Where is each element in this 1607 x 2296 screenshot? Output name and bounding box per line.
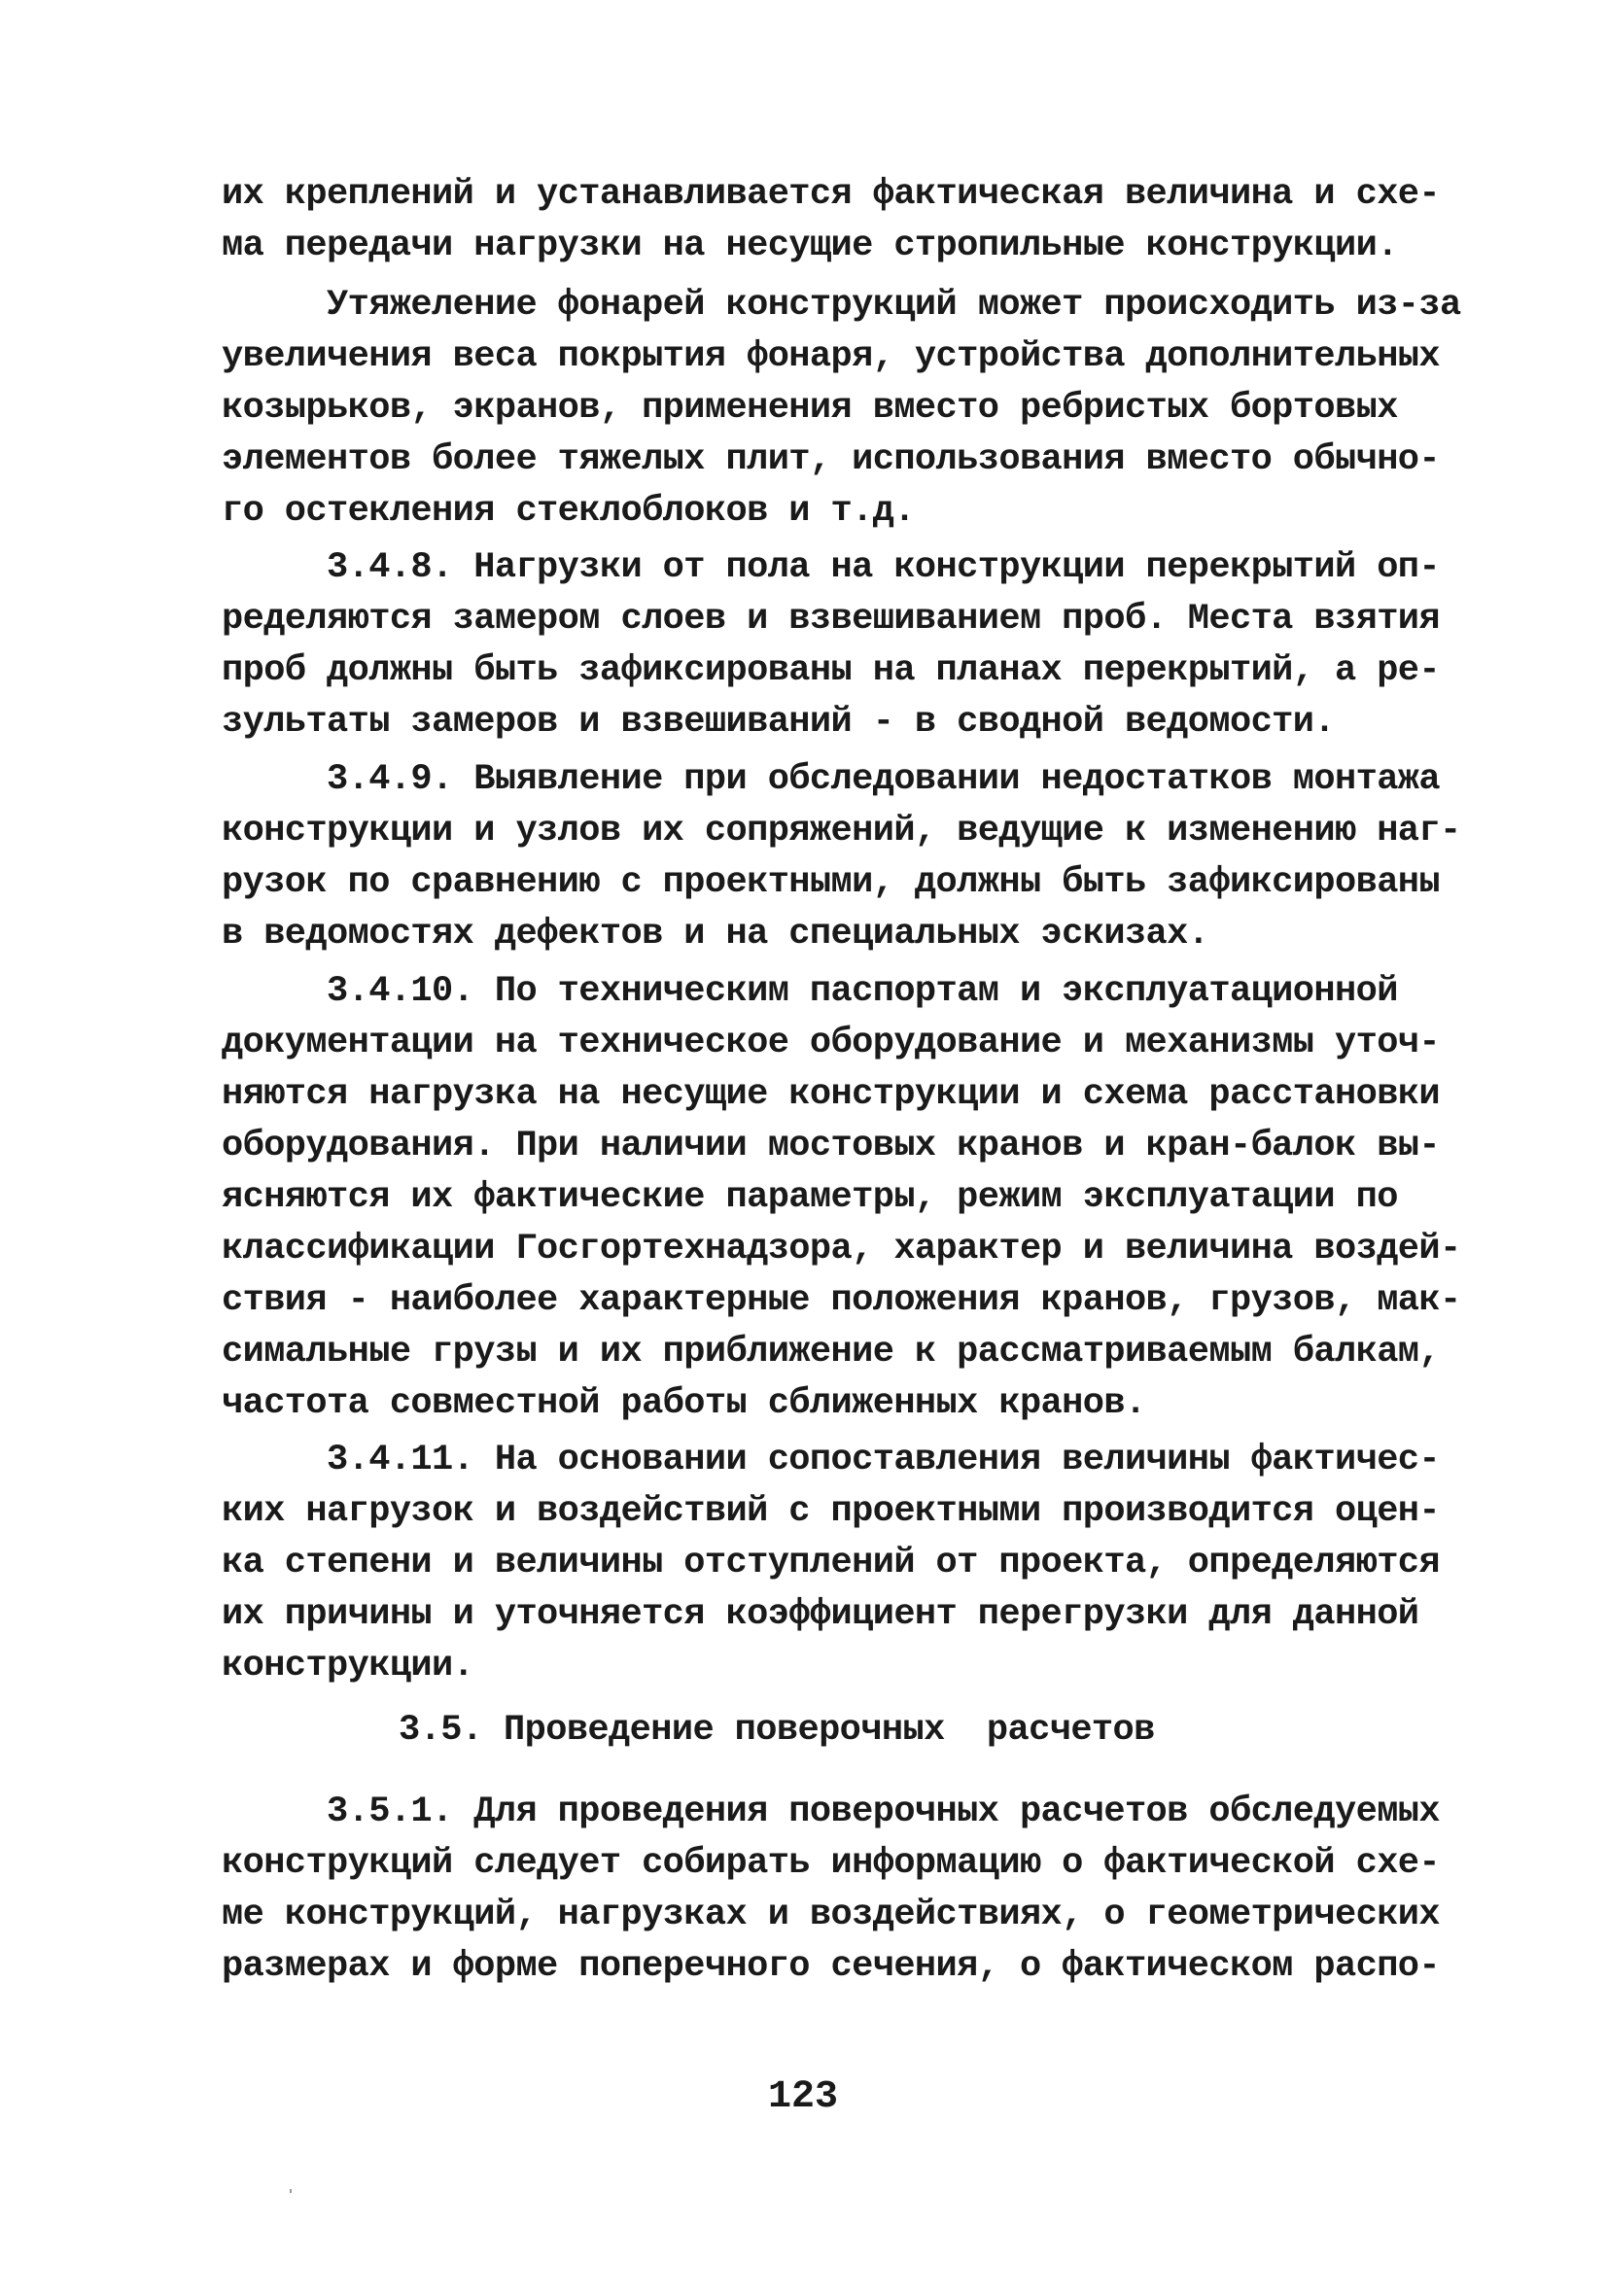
section-heading: 3.5. Проведение поверочных расчетов xyxy=(399,1710,1155,1751)
text-line: в ведомостях дефектов и на специальных эскизах. xyxy=(222,914,1209,955)
text-line: документации на техническое оборудование и механизмы уточ- xyxy=(222,1023,1441,1063)
text-line: зультаты замеров и взвешиваний - в сводной ведомости. xyxy=(222,702,1335,743)
text-line: 3.4.11. На основании сопоставления величины фактичес- xyxy=(222,1440,1441,1480)
text-line: конструкции. xyxy=(222,1646,474,1687)
text-line: 3.5.1. Для проведения поверочных расчетов обследуемых xyxy=(222,1792,1441,1832)
paragraph-continuation xyxy=(222,169,1441,272)
text-line: Утяжеление фонарей конструкций может происходить из-за xyxy=(222,285,1461,326)
text-line: симальные грузы и их приближение к рассматриваемым балкам, xyxy=(222,1332,1441,1373)
text-line: 3.4.10. По техническим паспортам и эксплуатационной xyxy=(222,971,1398,1012)
text-line: ких нагрузок и воздействий с проектными производится оцен- xyxy=(222,1491,1441,1532)
text-line: ма передачи нагрузки на несущие стропильные конструкции. xyxy=(222,226,1398,266)
paragraph-lantern-weight xyxy=(222,280,1461,538)
text-line: ределяются замером слоев и взвешиванием проб. Места взятия xyxy=(222,599,1441,640)
text-line: няются нагрузка на несущие конструкции и схема расстановки xyxy=(222,1074,1441,1115)
text-line: проб должны быть зафиксированы на планах перекрытий, а ре- xyxy=(222,650,1441,691)
text-line: 3.4.9. Выявление при обследовании недостатков монтажа xyxy=(222,759,1441,800)
paragraph-3-4-9 xyxy=(222,754,1461,960)
paragraph-3-4-8 xyxy=(222,542,1441,748)
text-line: размерах и форме поперечного сечения, о фактическом распо- xyxy=(222,1946,1441,1987)
text-line: ясняются их фактические параметры, режим эксплуатации по xyxy=(222,1177,1398,1218)
text-line: го остекления стеклоблоков и т.д. xyxy=(222,491,915,532)
text-line: элементов более тяжелых плит, использования вместо обычно- xyxy=(222,439,1441,480)
text-line: их причины и уточняется коэффициент перегрузки для данной xyxy=(222,1594,1419,1635)
text-line: конструкций следует собирать информацию о фактической схе- xyxy=(222,1843,1441,1884)
text-line: рузок по сравнению с проектными, должны быть зафиксированы xyxy=(222,862,1441,903)
text-line: козырьков, экранов, применения вместо ребристых бортовых xyxy=(222,388,1398,429)
text-line: частота совместной работы сближенных кранов. xyxy=(222,1383,1146,1424)
page-number: 123 xyxy=(768,2075,839,2119)
text-line: оборудования. При наличии мостовых кранов и кран-балок вы- xyxy=(222,1126,1441,1166)
text-line: 3.4.8. Нагрузки от пола на конструкции перекрытий оп- xyxy=(222,547,1441,588)
text-line: увеличения веса покрытия фонаря, устройства дополнительных xyxy=(222,336,1441,377)
text-line: ме конструкций, нагрузках и воздействиях, о геометрических xyxy=(222,1895,1441,1935)
text-line: классификации Госгортехнадзора, характер и величина воздей- xyxy=(222,1229,1461,1270)
text-line: их креплений и устанавливается фактическая величина и схе- xyxy=(222,174,1441,215)
paragraph-3-4-11 xyxy=(222,1435,1441,1692)
text-line: конструкции и узлов их сопряжений, ведущие к изменению наг- xyxy=(222,811,1461,852)
scan-speck xyxy=(290,2189,292,2193)
text-line: ка степени и величины отступлений от проекта, определяются xyxy=(222,1543,1441,1583)
paragraph-3-5-1 xyxy=(222,1787,1441,1993)
paragraph-3-4-10 xyxy=(222,966,1461,1430)
text-line: ствия - наиболее характерные положения кранов, грузов, мак- xyxy=(222,1280,1461,1321)
